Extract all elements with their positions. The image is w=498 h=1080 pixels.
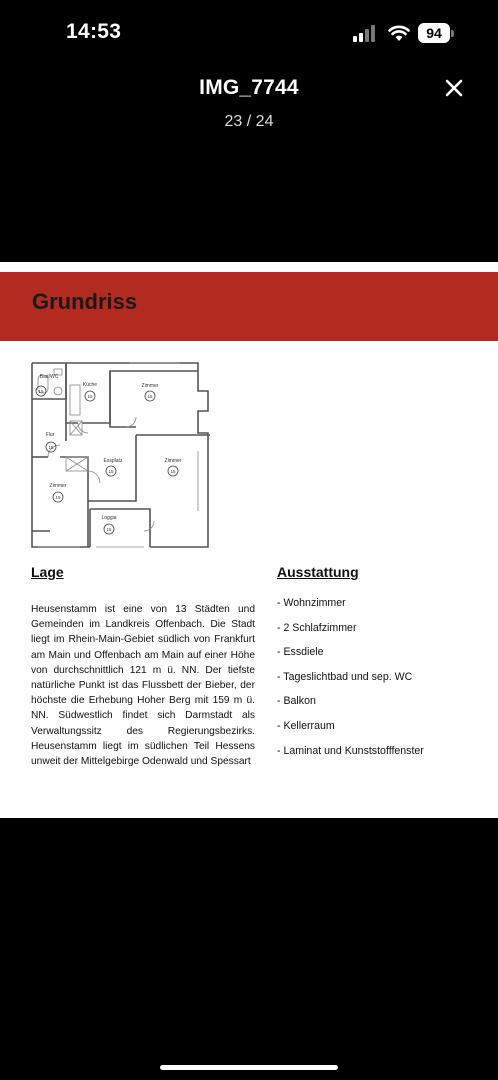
document-title: Grundriss — [32, 289, 138, 314]
room-label: Zimmer — [164, 458, 182, 464]
room-marker: 15 — [147, 394, 153, 399]
section-lage — [31, 564, 255, 769]
room-label: Essplatz — [103, 458, 123, 464]
room-label: Flur — [45, 432, 55, 438]
floor-plan-drawing — [30, 361, 212, 551]
room-label: Bad/WC — [39, 374, 59, 380]
home-indicator[interactable] — [160, 1065, 338, 1070]
room-marker: 15 — [106, 527, 112, 532]
room-marker: 15 — [48, 445, 54, 450]
image-title: IMG_7744 — [199, 76, 299, 99]
room-marker: 15 — [87, 394, 93, 399]
close-icon[interactable] — [440, 74, 468, 102]
battery-level: 94 — [418, 23, 450, 43]
room-marker: 15 — [38, 389, 44, 394]
status-time: 14:53 — [66, 20, 122, 43]
room-marker: 15 — [55, 495, 61, 500]
cellular-signal-icon — [353, 25, 379, 42]
list-item: - Tageslichtbad und sep. WC — [277, 670, 413, 683]
list-item: - Balkon — [277, 695, 316, 708]
lage-text: Heusenstamm ist eine von 13 Städten und Gemeinden im Landkreis Offenbach. Die Stadt liegt im Rhein-Main-Gebiet südlich von Frankfurt am Main und Offenbach am Main auf einer Höhe von durchschnittlich 121 m ü. NN. Der tiefste natürliche Punkt ist das Flussbett der Bieber, der höchste die Erhebung Hoher Berg mit 159 m ü. NN. Südwestlich findet sich Darmstadt als Verwaltungssitz des Regierungsbezirks. Heusenstamm liegt im südlichen Teil Hessens unweit der Mittelgebirge Odenwald und Spessart — [31, 604, 255, 768]
document-image — [0, 262, 498, 818]
wifi-icon — [388, 24, 410, 42]
list-item: - Essdiele — [277, 646, 324, 659]
ausstattung-heading: Ausstattung — [277, 564, 359, 580]
list-item: - Wohnzimmer — [277, 597, 346, 609]
room-label: Küche — [82, 382, 98, 388]
list-item: - Laminat und Kunststofffenster — [277, 744, 424, 757]
room-label: Loggia — [101, 515, 117, 521]
room-marker: 15 — [108, 469, 114, 474]
lage-heading: Lage — [31, 564, 64, 580]
room-marker: 15 — [170, 469, 176, 474]
section-ausstattung — [277, 564, 477, 769]
list-item: - 2 Schlafzimmer — [277, 621, 357, 634]
list-item: - Kellerraum — [277, 719, 335, 732]
room-label: Zimmer — [49, 483, 67, 489]
room-label: Zimmer — [141, 383, 159, 389]
feature-list — [277, 597, 477, 769]
title-banner — [0, 272, 498, 341]
image-counter: 23 / 24 — [224, 113, 274, 130]
status-bar — [0, 0, 498, 66]
battery-icon — [418, 23, 454, 43]
